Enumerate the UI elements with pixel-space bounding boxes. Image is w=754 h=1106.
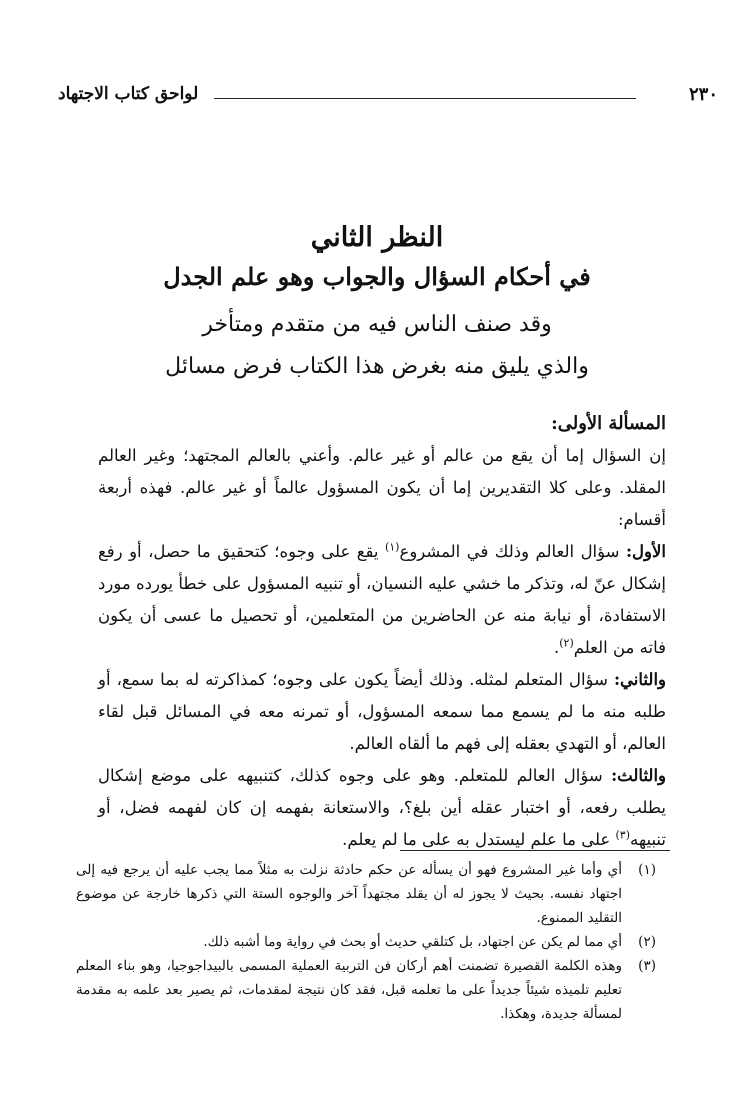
body-text [98,408,666,856]
paragraph-third-text-a: سؤال العالم للمتعلم. وهو على وجوه كذلك، كتنبيهه على موضع إشكال يطلب رفعه، أو اختبار عقله أين بلغ؟، والاستعانة بفهمه إن كان لفهمه فضل، أو تنبيهه [98,766,666,849]
issue-title: المسألة الأولى: [551,413,666,434]
running-header [58,84,718,112]
paragraph-second [98,664,666,760]
paragraph-third-lead: والثالث: [611,766,666,785]
paragraph-first-end: . [553,638,560,657]
paragraph-third [98,760,666,856]
paragraph-first-lead: الأول: [625,542,666,561]
paragraph-first-text-a: سؤال العالم وذلك في المشروع [399,542,626,561]
paragraph-second-lead: والثاني: [613,670,666,689]
footnote-ref-3[interactable]: (٣) [615,828,631,842]
section-intro-line-2: والذي يليق منه بغرض هذا الكتاب فرض مسائل [165,354,589,379]
paragraph-second-text: سؤال المتعلم لمثله. وذلك أيضاً يكون على وجوه؛ كمذاكرته له بما سمع، أو طلبه منه ما لم يسمع مما سمعه المسؤول، أو تمرنه معه في المسائل قبل لقاء العالم، أو التهدي بعقله إلى فهم ما ألقاه العالم. [98,670,666,753]
footnote-1 [76,858,656,930]
footnote-divider [400,850,670,851]
footnote-3 [76,954,656,1026]
footnote-text: أي مما لم يكن عن اجتهاد، بل كتلقي حديث أو بحث في رواية وما أشبه ذلك. [203,934,622,950]
section-subtitle: في أحكام السؤال والجواب وهو علم الجدل [163,262,591,291]
header-rule [214,98,636,99]
section-title: النظر الثاني [310,222,444,253]
footnote-ref-1[interactable]: (١) [384,540,400,554]
footnote-text: وهذه الكلمة القصيرة تضمنت أهم أركان فن التربية العملية المسمى بالبيداجوجيا، وهو بناء المعلم تعليم تلميذه شيئاً جديداً على ما تعلمه قبل، فقد كان نتيجة لمقدمات، ثم يصير بعد علمه به مقدمة لمسألة جديدة، وهكذا. [76,958,622,1022]
paragraph-third-text-b: على ما علم ليستدل به على ما لم يعلم. [342,830,616,849]
page-number: ٢٣٠ [688,84,718,105]
running-title: لواحق كتاب الاجتهاد [58,84,199,104]
intro-paragraph: إن السؤال إما أن يقع من عالم أو غير عالم. وأعني بالعالم المجتهد؛ وغير العالم المقلد. وعلى كلا التقديرين إما أن يكون المسؤول عالماً أو غير عالم. فهذه أربعة أقسام: [98,446,666,529]
footnote-2 [76,930,656,954]
paragraph-first [98,536,666,664]
section-intro-line-1: وقد صنف الناس فيه من متقدم ومتأخر [202,312,552,337]
footnote-number: (٣) [638,958,656,974]
paragraph-first-text-b: يقع على وجوه؛ كتحقيق ما حصل، أو رفع إشكال عنّ له، وتذكر ما خشي عليه النسيان، أو تنبيه المسؤول على خطأ يورده مورد الاستفادة، أو نيابة منه عن الحاضرين من المتعلمين، أو تحصيل ما عسى أن يكون فاته من العلم [98,542,666,657]
footnotes [76,858,656,1026]
footnote-ref-2[interactable]: (٢) [559,636,574,650]
footnote-text: أي وأما غير المشروع فهو أن يسأله عن حكم حادثة نزلت به مثلاً مما يجب عليه أن يرجع فيه إلى اجتهاد نفسه. بحيث لا يجوز له أن يقلد مجتهداً آخر والوجوه الستة التي ذكرها خارجة عن موضوع التقليد الممنوع. [76,862,622,926]
footnote-number: (٢) [638,934,656,950]
footnote-number: (١) [638,862,656,878]
